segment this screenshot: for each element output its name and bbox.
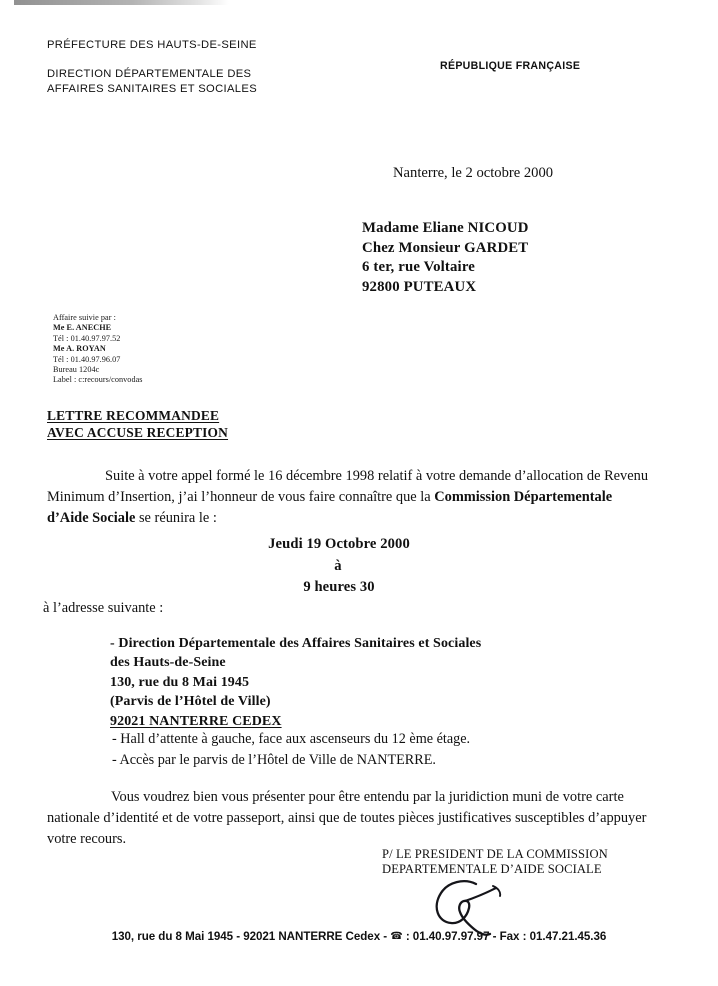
reference-phone-1: Tél : 01.40.97.97.52	[53, 333, 121, 343]
reference-label: Label : c:recours/convodas	[53, 375, 143, 385]
paragraph-closing: Vous voudrez bien vous présenter pour être entendu par la juridiction muni de votre carte nationale d’identité et de votre passeport, ainsi que de toutes pièces justificatives susceptibles d’appuyer votre recours.	[47, 789, 647, 847]
paragraph-introduction	[47, 466, 653, 529]
letterhead-republic: RÉPUBLIQUE FRANÇAISE	[440, 60, 581, 72]
intro-text-part-1: Suite à votre appel formé le 16 décembre 1998 relatif à votre demande d’allocation de Revenu Minimum d’Insertion, j’ai l’honneur de vous faire connaître que la	[47, 468, 649, 505]
reference-handled-by-label: Affaire suivie par :	[53, 313, 116, 322]
venue-address-block	[110, 634, 481, 731]
venue-landmark: (Parvis de l’Hôtel de Ville)	[110, 694, 271, 710]
footer-address: 130, rue du 8 Mai 1945 - 92021 NANTERRE Cedex -	[111, 930, 391, 943]
signature-title-line-1: P/ LE PRESIDENT DE LA COMMISSION	[382, 847, 608, 861]
venue-postcode-city: 92021 NANTERRE CEDEX	[110, 713, 282, 729]
scan-artifact-top-left	[14, 0, 229, 5]
case-reference-block	[53, 313, 143, 386]
reference-phone-2: Tél : 01.40.97.96.07	[53, 354, 121, 364]
letterhead-direction-line-1: DIRECTION DÉPARTEMENTALE DES	[47, 68, 252, 80]
signature-title-line-2: DEPARTEMENTALE D’AIDE SOCIALE	[382, 862, 602, 876]
reference-officer-2: Me A. ROYAN	[53, 344, 106, 354]
handwritten-signature-icon	[424, 876, 534, 938]
venue-access-notes	[112, 729, 470, 771]
signature-title-block	[382, 847, 608, 877]
intro-text-part-2: se réunira le :	[135, 510, 217, 526]
letterhead-direction-line-2: AFFAIRES SANITAIRES ET SOCIALES	[47, 83, 257, 95]
letterhead-prefecture: PRÉFECTURE DES HAUTS-DE-SEINE	[47, 39, 257, 51]
venue-street: 130, rue du 8 Mai 1945	[110, 674, 250, 690]
letter-date: Nanterre, le 2 octobre 2000	[393, 165, 554, 181]
intro-text-emphasis: Commission Départementale d’Aide Sociale	[47, 489, 613, 526]
recipient-address-block	[362, 219, 529, 297]
reference-office: Bureau 1204c	[53, 365, 100, 375]
recipient-care-of: Chez Monsieur GARDET	[362, 239, 529, 256]
meeting-connector: à	[334, 557, 342, 574]
meeting-date: Jeudi 19 Octobre 2000	[268, 536, 410, 552]
scan-edge-right	[712, 0, 718, 986]
paragraph-address-intro: à l’adresse suivante :	[43, 600, 164, 616]
meeting-time: 9 heures 30	[303, 579, 375, 595]
venue-organisation: - Direction Départementale des Affaires Sanitaires et Sociales	[110, 636, 482, 651]
telephone-icon: ☎	[390, 931, 403, 942]
reference-officer-1: Me E. ANECHE	[53, 323, 112, 333]
registered-letter-notice	[47, 408, 228, 441]
notice-line-2: AVEC ACCUSE RECEPTION	[47, 424, 229, 440]
venue-note-access: - Accès par le parvis de l’Hôtel de Ville de NANTERRE.	[112, 752, 436, 768]
letterhead-issuer	[47, 38, 257, 97]
recipient-street: 6 ter, rue Voltaire	[362, 259, 475, 275]
meeting-details-block	[0, 534, 718, 599]
recipient-city: 92800 PUTEAUX	[362, 278, 477, 295]
venue-note-waiting-hall: - Hall d’attente à gauche, face aux ascenseurs du 12 ème étage.	[112, 731, 471, 747]
recipient-name: Madame Eliane NICOUD	[362, 220, 529, 236]
notice-line-1: LETTRE RECOMMANDEE	[47, 408, 220, 423]
footer-phone-fax: : 01.40.97.97.97 - Fax : 01.47.21.45.36	[402, 930, 607, 943]
venue-department: des Hauts-de-Seine	[110, 655, 226, 671]
page-footer	[0, 930, 718, 943]
